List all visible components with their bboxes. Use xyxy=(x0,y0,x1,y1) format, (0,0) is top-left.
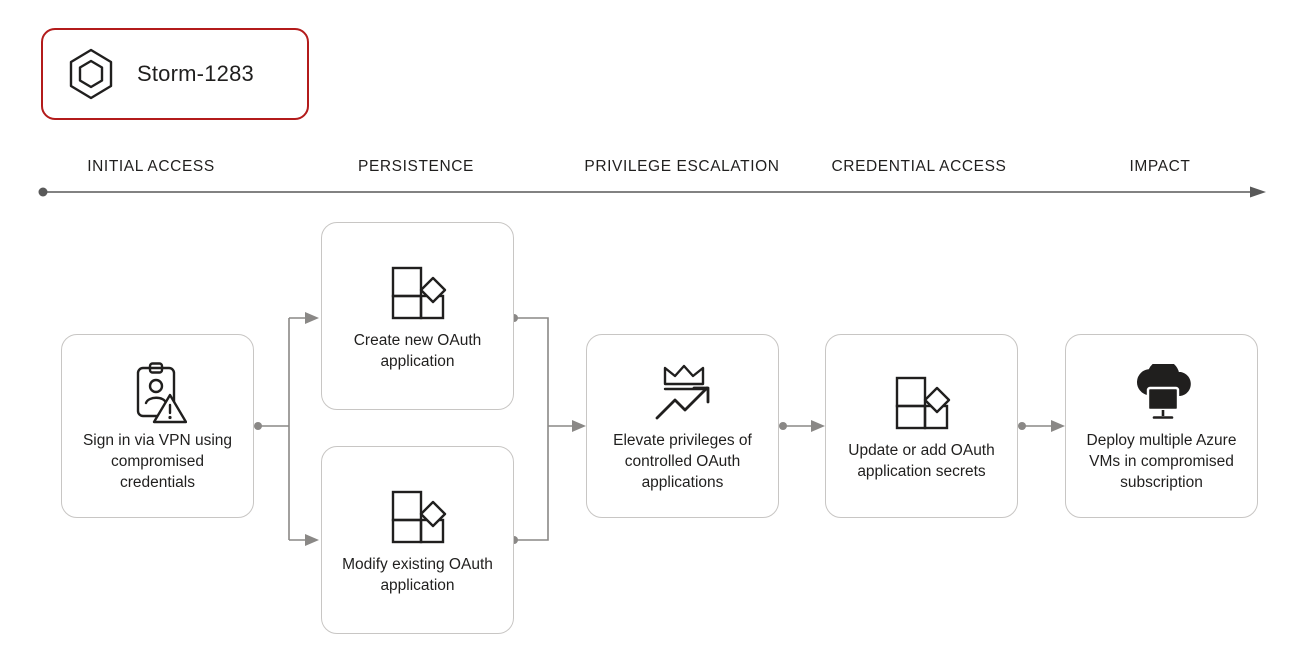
credential-warning-icon xyxy=(129,360,187,426)
app-blocks-icon xyxy=(389,260,447,326)
phase-label-initial-access: INITIAL ACCESS xyxy=(87,158,215,175)
phase-label-persistence: PERSISTENCE xyxy=(358,158,474,175)
timeline-axis xyxy=(38,186,1266,198)
flow-node-update-oauth-secrets[interactable] xyxy=(825,334,1018,518)
flow-node-create-new-oauth-application[interactable] xyxy=(321,222,514,410)
flow-node-elevate-privileges[interactable] xyxy=(586,334,779,518)
flow-node-label: Elevate privileges of controlled OAuth applications xyxy=(613,431,752,491)
phase-label-privilege-escalation: PRIVILEGE ESCALATION xyxy=(584,158,780,175)
threat-actor-name: Storm-1283 xyxy=(137,61,254,86)
phase-label-credential-access: CREDENTIAL ACCESS xyxy=(831,158,1007,175)
hexagon-outline-icon xyxy=(63,46,119,102)
flow-node-label: Sign in via VPN using compromised credentials xyxy=(82,431,233,491)
cloud-vm-icon xyxy=(1130,360,1194,426)
app-blocks-icon xyxy=(389,484,447,550)
flow-node-label: Create new OAuth application xyxy=(353,332,482,370)
flow-node-modify-existing-oauth-application[interactable] xyxy=(321,446,514,634)
flow-node-label: Update or add OAuth application secrets xyxy=(848,442,995,480)
crown-trending-up-icon xyxy=(651,360,715,426)
phase-label-impact: IMPACT xyxy=(1129,158,1191,175)
flow-node-label: Deploy multiple Azure VMs in compromised subscription xyxy=(1086,431,1237,491)
flow-node-label: Modify existing OAuth application xyxy=(342,556,493,594)
flow-node-sign-in-via-vpn[interactable] xyxy=(61,334,254,518)
app-blocks-icon xyxy=(893,370,951,436)
flow-node-deploy-azure-vms[interactable] xyxy=(1065,334,1258,518)
threat-actor-badge xyxy=(41,28,309,120)
